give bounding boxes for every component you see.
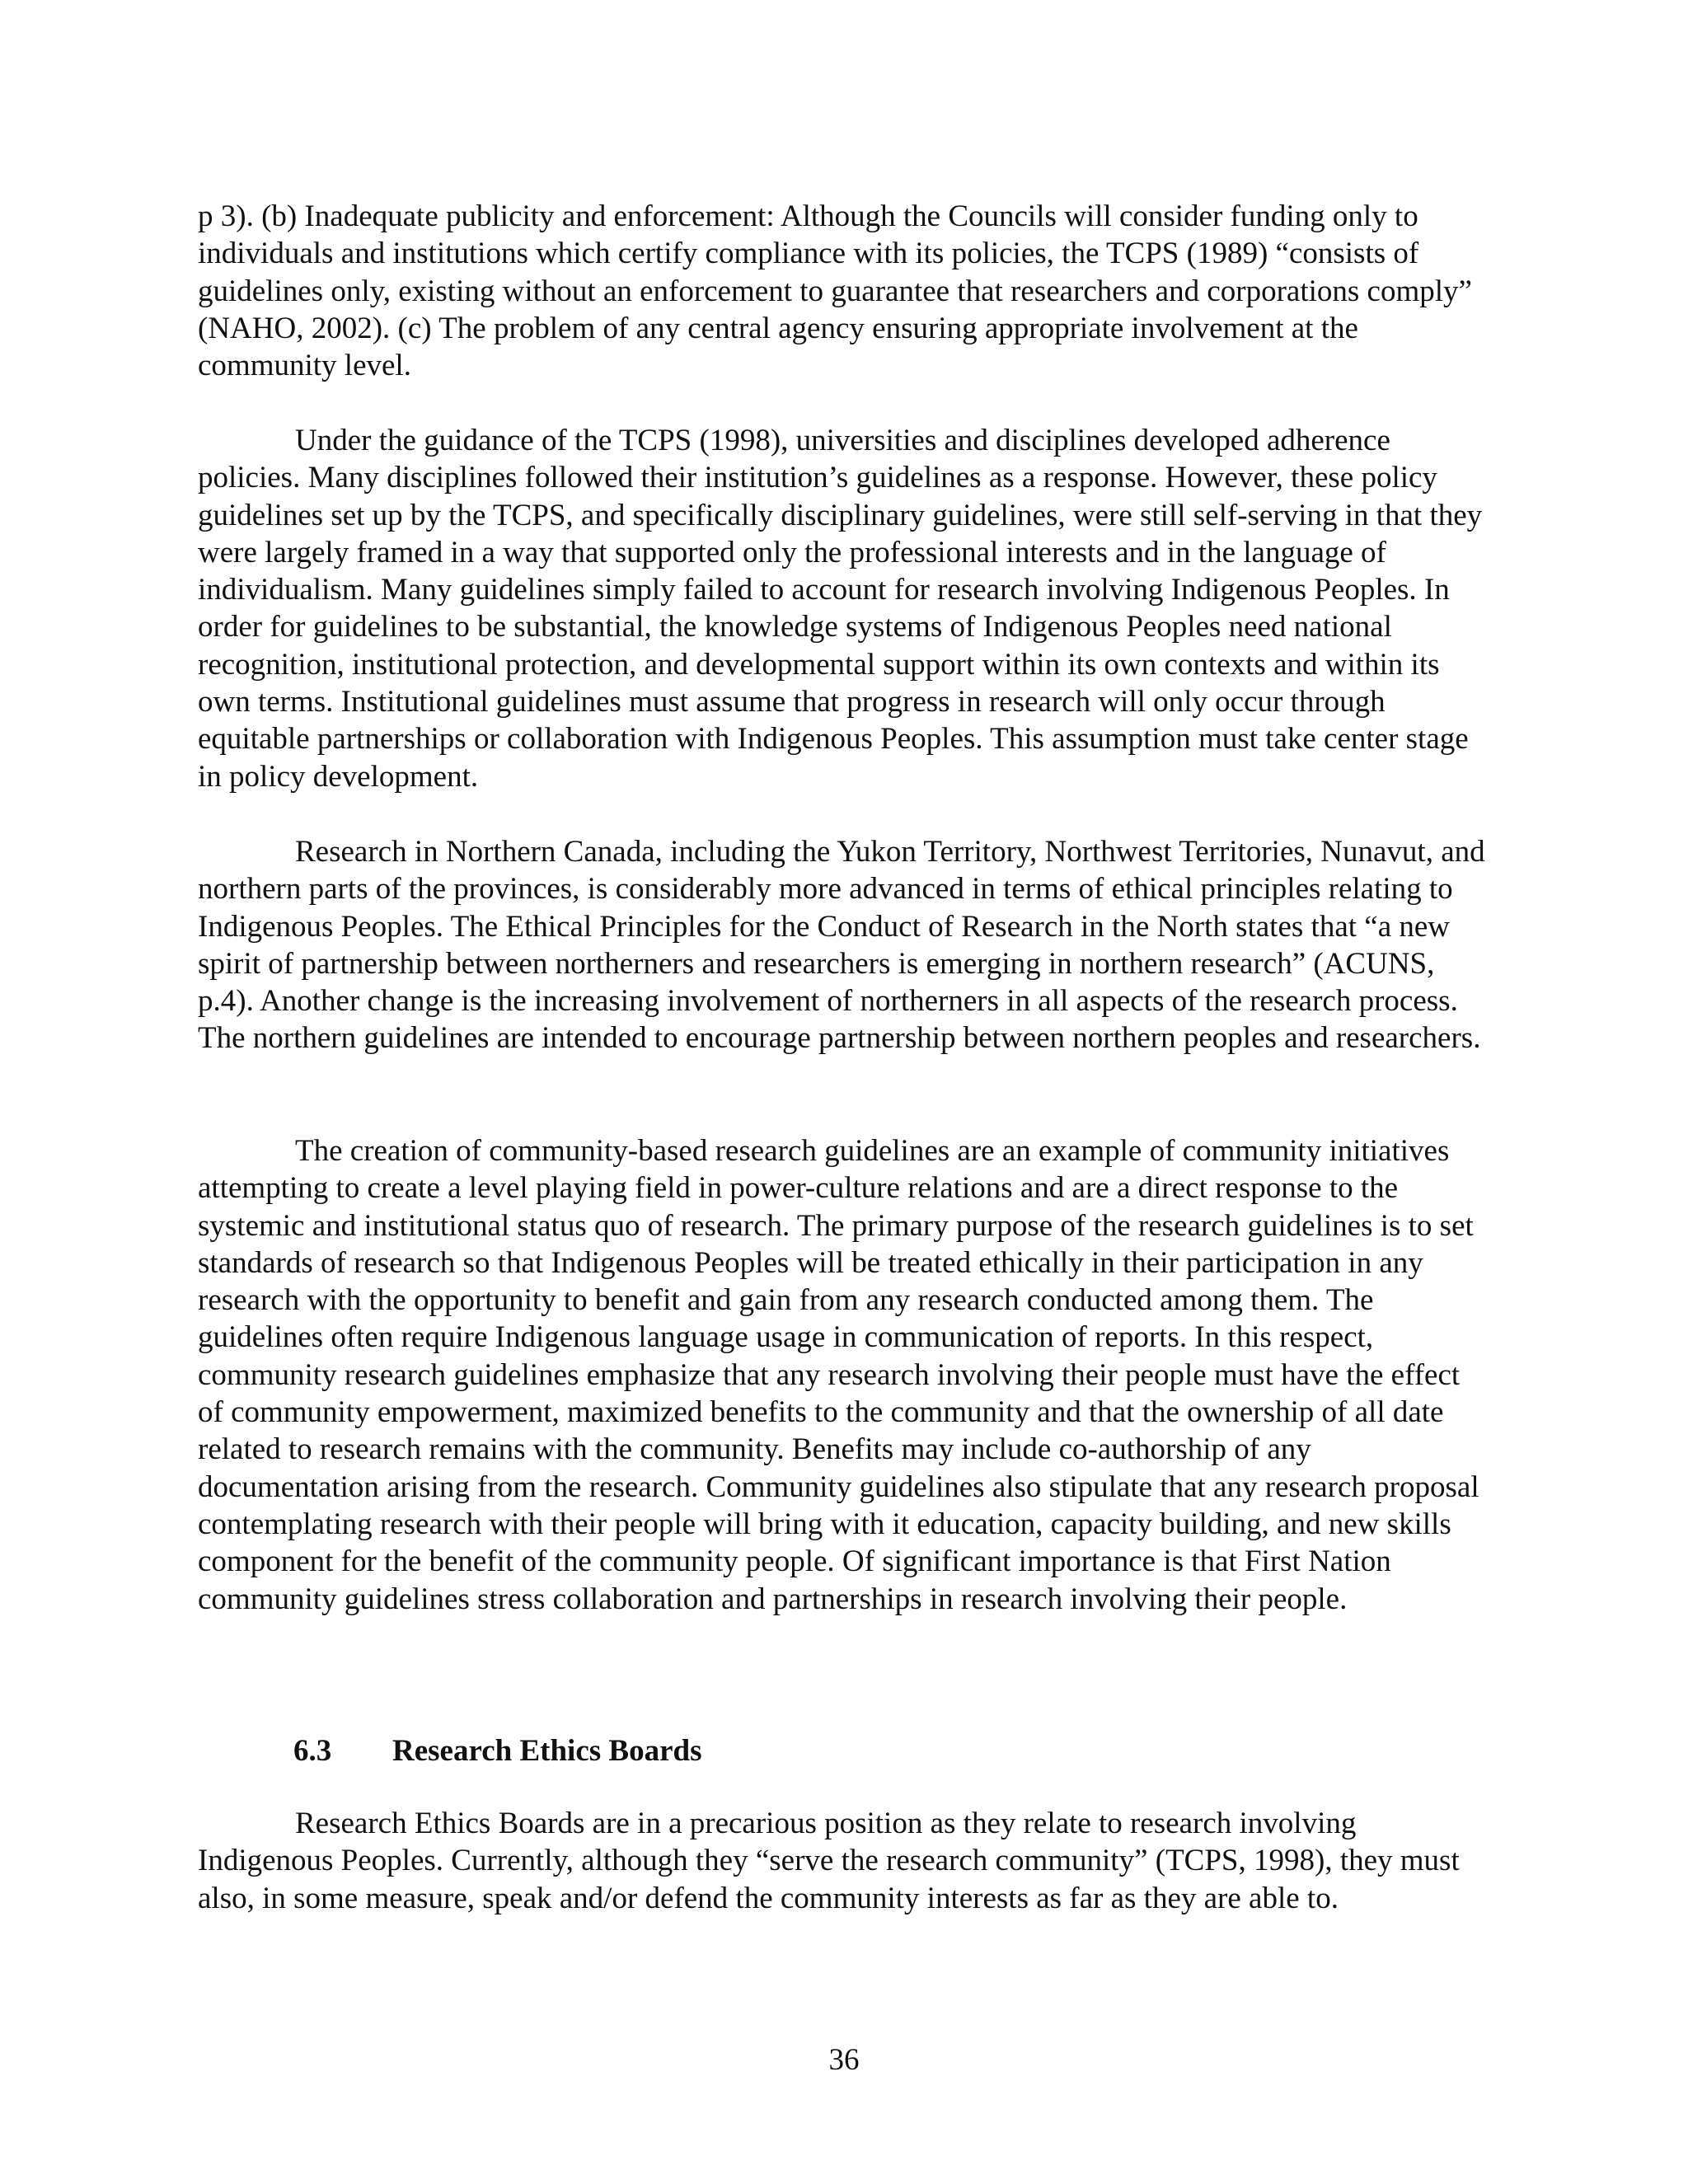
page-number: 36 xyxy=(828,2043,860,2077)
paragraph-tcps-guidance: Under the guidance of the TCPS (1998), universities and disciplines developed adherence policies. Many disciplines followed their institution’s guidelines as a response. However, these policy guidelines set up by the TCPS, and specifically disciplinary guidelines, were still self-serving in that they were largely framed in a way that supported only the professional interests and in the language of individualism. Many guidelines simply failed to account for research involving Indigenous Peoples. In order for guidelines to be substantial, the knowledge systems of Indigenous Peoples need national recognition, institutional protection, and developmental support within its own contexts and within its own terms. Institutional guidelines must assume that progress in research will only occur through equitable partnerships or collaboration with Indigenous Peoples. This assumption must take center stage in policy development. xyxy=(198,424,1483,794)
section-number: 6.3 xyxy=(293,1734,332,1768)
paragraph-research-ethics-boards: Research Ethics Boards are in a precarious position as they relate to research involving Indigenous Peoples. Currently, although they “serve the research community” (TCPS, 1998), they must also, in some measure, speak and/or defend the community interests as far as they are able to. xyxy=(198,1807,1460,1915)
paragraph-community-guidelines: The creation of community-based research guidelines are an example of community initiatives attempting to create a level playing field in power-culture relations and are a direct response to the systemic and institutional status quo of research. The primary purpose of the research guidelines is to set standards of research so that Indigenous Peoples will be treated ethically in their participation in any research with the opportunity to benefit and gain from any research conducted among them. The guidelines often require Indigenous language usage in communication of reports. In this respect, community research guidelines emphasize that any research involving their people must have the effect of community empowerment, maximized benefits to the community and that the ownership of all date related to research remains with the community. Benefits may include co-authorship of any documentation arising from the research. Community guidelines also stipulate that any research proposal contemplating research with their people will bring with it education, capacity building, and new skills component for the benefit of the community people. Of significant importance is that First Nation community guidelines stress collaboration and partnerships in research involving their people. xyxy=(198,1134,1479,1616)
section-title: Research Ethics Boards xyxy=(392,1734,702,1768)
paragraph-continuation: p 3). (b) Inadequate publicity and enforcement: Although the Councils will consider funding only to individuals and institutions which certify compliance with its policies, the TCPS (1989) “consists of guidelines only, existing without an enforcement to guarantee that researchers and corporations comply” (NAHO, 2002). (c) The problem of any central agency ensuring appropriate involvement at the community level. xyxy=(198,199,1472,383)
paragraph-northern-canada: Research in Northern Canada, including the Yukon Territory, Northwest Territories, Nunavut, and northern parts of the provinces, is considerably more advanced in terms of ethical principles relating to Indigenous Peoples. The Ethical Principles for the Conduct of Research in the North states that “a new spirit of partnership between northerners and researchers is emerging in northern research” (ACUNS, p.4). Another change is the increasing involvement of northerners in all aspects of the research process. The northern guidelines are intended to encourage partnership between northern peoples and researchers. xyxy=(198,835,1485,1056)
section-heading xyxy=(293,1732,701,1769)
